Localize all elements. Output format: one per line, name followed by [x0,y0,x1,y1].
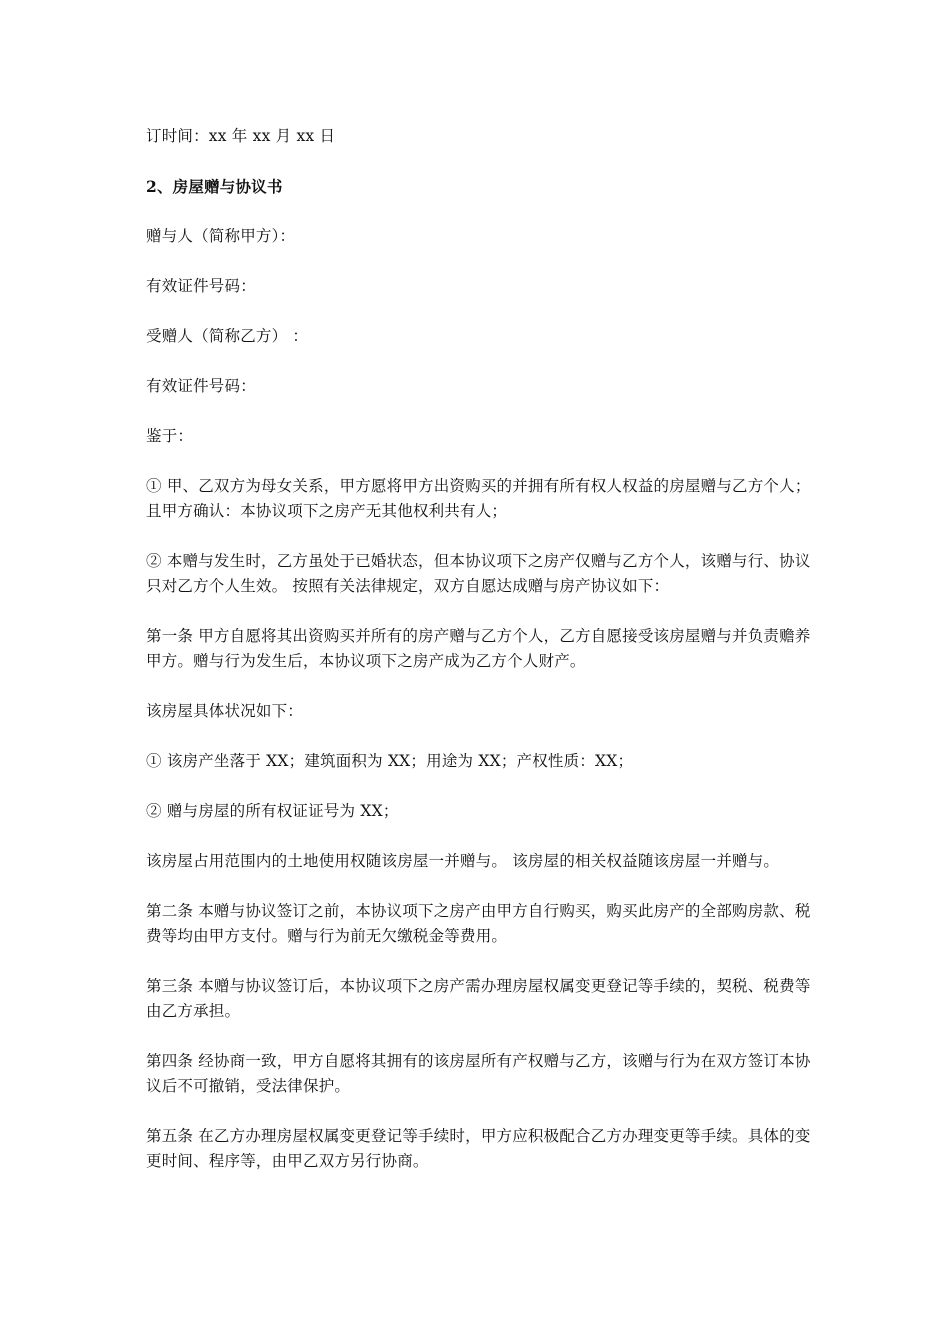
property-status-heading: 该房屋具体状况如下： [146,702,304,720]
document-page [146,124,826,1199]
article-2: 第二条 本赠与协议签订之前，本协议项下之房产由甲方自行购买，购买此房产的全部购房款、税费等均由甲方支付。赠与行为前无欠缴税金等费用。 [146,902,811,945]
donor-id-field: 有效证件号码： [146,277,256,295]
whereas-heading: 鉴于： [146,427,194,445]
donor-field: 赠与人（简称甲方）： [146,227,296,245]
whereas-item-2: ② 本赠与发生时，乙方虽处于已婚状态，但本协议项下之房产仅赠与乙方个人，该赠与行、协议只对乙方个人生效。 按照有关法律规定，双方自愿达成赠与房产协议如下： [146,552,811,595]
whereas-item-1: ① 甲、乙双方为母女关系，甲方愿将甲方出资购买的并拥有所有权人权益的房屋赠与乙方个人；且甲方确认：本协议项下之房产无其他权利共有人； [146,477,811,520]
article-4: 第四条 经协商一致，甲方自愿将其拥有的该房屋所有产权赠与乙方，该赠与行为在双方签订本协议后不可撤销，受法律保护。 [146,1052,811,1095]
property-item-2: ② 赠与房屋的所有权证证号为 XX； [146,802,399,820]
section-title: 2、房屋赠与协议书 [146,177,283,196]
property-item-1: ① 该房产坐落于 XX；建筑面积为 XX；用途为 XX；产权性质：XX； [146,752,634,770]
signing-date-line: 订时间：xx 年 xx 月 xx 日 [146,127,336,145]
donee-field: 受赠人（简称乙方） ： [146,327,309,345]
article-3: 第三条 本赠与协议签订后，本协议项下之房产需办理房屋权属变更登记等手续的，契税、税费等由乙方承担。 [146,977,811,1020]
article-1: 第一条 甲方自愿将其出资购买并所有的房产赠与乙方个人，乙方自愿接受该房屋赠与并负责赡养甲方。赠与行为发生后，本协议项下之房产成为乙方个人财产。 [146,627,811,670]
article-5: 第五条 在乙方办理房屋权属变更登记等手续时，甲方应积极配合乙方办理变更等手续。具体的变更时间、程序等，由甲乙双方另行协商。 [146,1127,811,1170]
land-use-paragraph: 该房屋占用范围内的土地使用权随该房屋一并赠与。 该房屋的相关权益随该房屋一并赠与。 [146,852,780,870]
donee-id-field: 有效证件号码： [146,377,256,395]
